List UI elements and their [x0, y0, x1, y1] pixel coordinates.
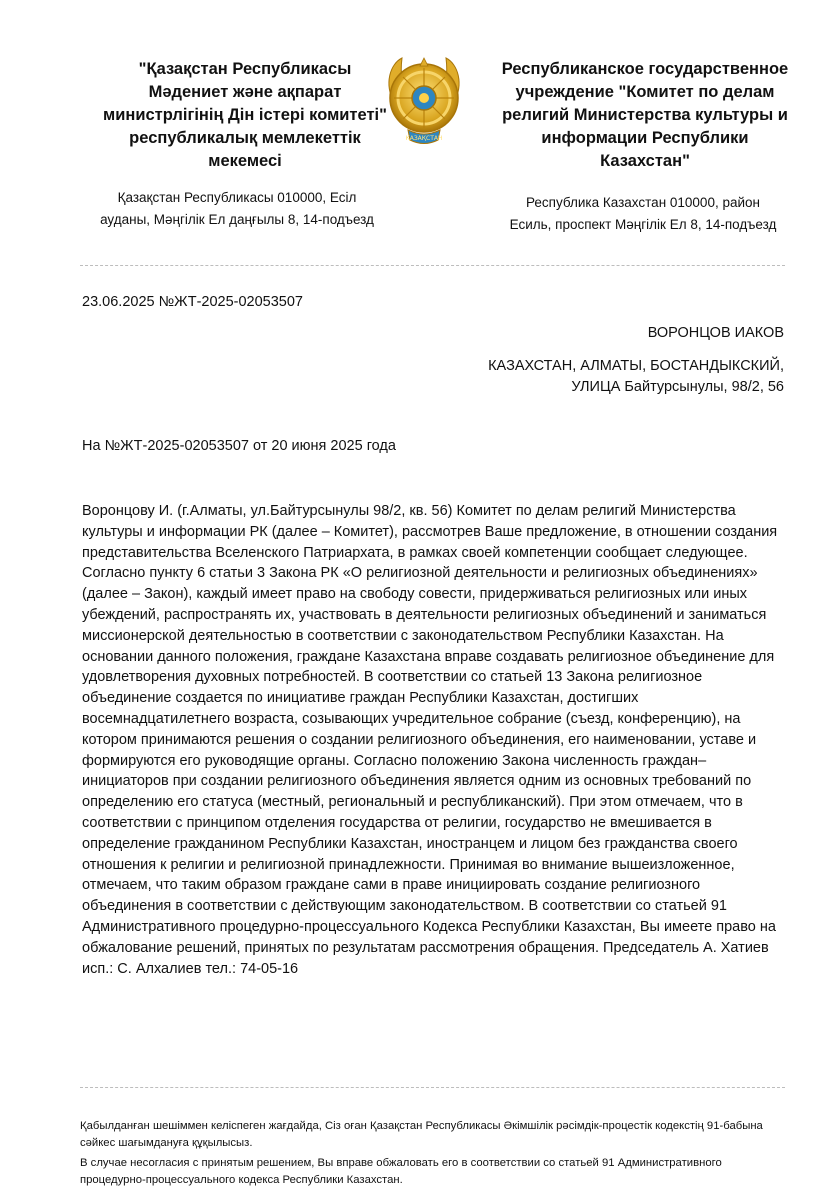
address-kz: Қазақстан Республикасы 010000, Есіл ауданы, Мәңгілік Ел даңғылы 8, 14-подъезд: [100, 190, 374, 227]
organization-name-ru: Республиканское государственное учреждение "Комитет по делам религий Министерства культуры и информации Республики Казахстан": [501, 60, 789, 170]
footer-note-kz: Қабылданған шешіммен келіспеген жағдайда, Сіз оған Қазақстан Республикасы Әкімшілік рәсімдік-процестік кодекстің 91-бабына сәйкес шағымдануға құқылысыз.: [80, 1120, 763, 1149]
organization-name-kz: "Қазақстан Республикасы Мәдениет және ақпарат министрлігінің Дін істері комитеті" республикалық мемлекеттік мекемесі: [103, 60, 387, 170]
recipient-name: ВОРОНЦОВ ИАКОВ: [647, 325, 784, 341]
recipient-address: КАЗАХСТАН, АЛМАТЫ, БОСТАНДЫКСКИЙ, УЛИЦА Байтурсынулы, 98/2, 56: [488, 358, 784, 395]
footer-divider: [80, 1087, 785, 1088]
letter-body: Воронцову И. (г.Алматы, ул.Байтурсынулы 98/2, кв. 56) Комитет по делам религий Министерства культуры и информации РК (далее – Комитет), рассмотрев Ваше предложение, в отношении создания представительства Вселенского Патриархата, в рамках своей компетенции сообщает следующее. Согласно пункту 6 статьи 3 Закона РК «О религиозной деятельности и религиозных объединениях» (далее – Закон), каждый имеет право на свободу совести, придерживаться религиозных или иных убеждений, распространять их, участвовать в деятельности религиозных объединений и заниматься миссионерской деятельностью в соответствии с законодательством Республики Казахстан. На основании данного положения, граждане Казахстана вправе создавать религиозное объединение для удовлетворения духовных потребностей. В соответствии со статьей 13 Закона религиозное объединение создается по инициативе граждан Республики Казахстан, достигших восемнадцатилетнего возраста, созывающих учредительное собрание (съезд, конференцию), на котором принимаются решения о создании религиозного объединения, его наименовании, уставе и формируются его руководящие органы. Согласно положению Закона численность граждан–инициаторов при создании религиозного объединения является одним из основных требований по определению его статуса (местный, региональный и республиканский). При этом отмечаем, что в соответствии с принципом отделения государства от религии, государство не вмешивается в определение гражданином Республики Казахстан, иностранцем и лицом без гражданства своего отношения к религии и религиозной принадлежности. Принимая во внимание вышеизложенное, отмечаем, что таким образом граждане сами в праве инициировать создание религиозного объединения в соответствии с действующим законодательством. В соответствии со статьей 91 Административного процедурно-процессуального Кодекса Республики Казахстан, Вы имеете право на обжалование решений, принятых по результатам рассмотрения обращения. Председатель А. Хатиев исп.: С. Алхалиев тел.: 74-05-16: [82, 503, 778, 977]
header-divider: [80, 265, 785, 266]
document-subject: На №ЖТ-2025-02053507 от 20 июня 2025 года: [82, 438, 396, 454]
footer-note-ru: В случае несогласия с принятым решением, Вы вправе обжаловать его в соответствии со статьей 91 Административного процедурно-процессуального кодекса Республики Казахстан.: [80, 1157, 722, 1186]
svg-text:ҚАЗАҚСТАН: ҚАЗАҚСТАН: [405, 135, 443, 142]
footer-notes: [80, 1118, 780, 1192]
address-ru: Республика Казахстан 010000, район Есиль, проспект Мәңгілік Ел 8, 14-подъезд: [509, 195, 777, 232]
document-reference: 23.06.2025 №ЖТ-2025-02053507: [82, 294, 303, 310]
state-emblem-icon: [382, 44, 466, 162]
